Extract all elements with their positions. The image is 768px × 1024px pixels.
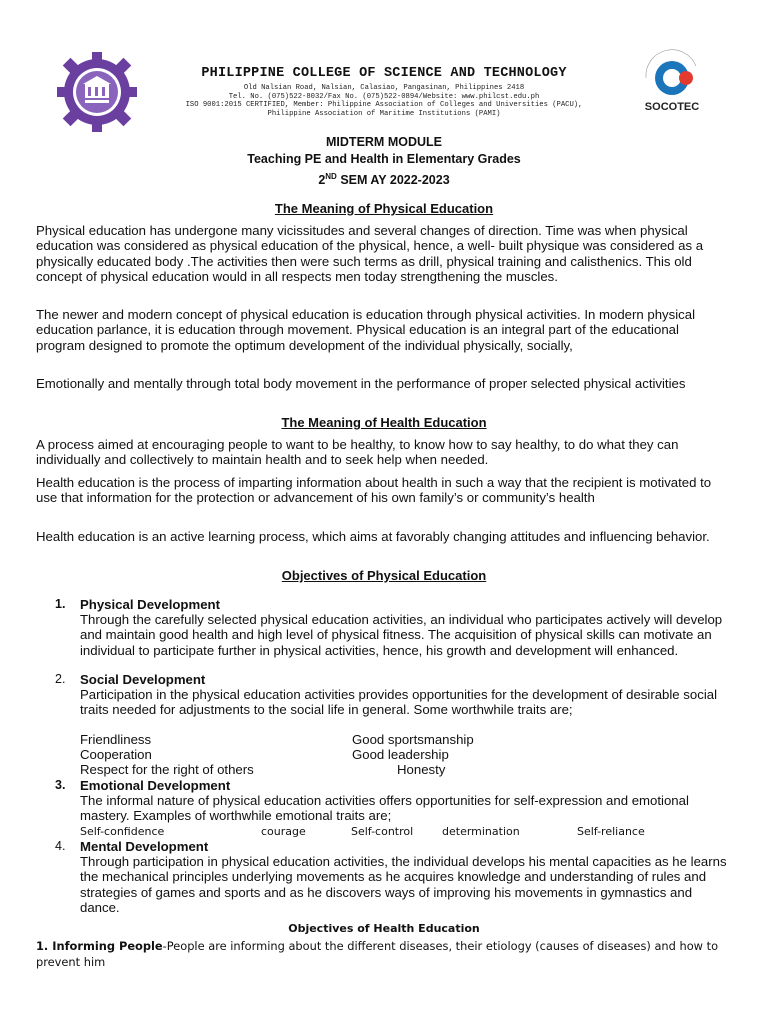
semester-line: 2ND SEM AY 2022-2023	[318, 172, 450, 188]
social-trait: Respect for the right of others	[80, 762, 254, 777]
course-title: Teaching PE and Health in Elementary Grades	[247, 152, 521, 166]
objective-physical	[80, 597, 730, 658]
emotional-trait: Self-confidence	[80, 825, 165, 838]
socotec-logo	[626, 44, 718, 120]
emotional-trait: Self-reliance	[577, 825, 645, 838]
module-label: MIDTERM MODULE	[326, 135, 442, 149]
header-block	[138, 66, 630, 118]
objective-emotional	[80, 778, 730, 824]
objective-number: 2.	[55, 672, 66, 686]
health-objectives-heading: Objectives of Health Education	[288, 922, 480, 935]
social-traits-row	[80, 747, 730, 762]
pe-meaning-paragraph-3: Emotionally and mentally through total body movement in the performance of proper selected physical activities	[36, 376, 686, 391]
emotional-trait: determination	[442, 825, 520, 838]
emotional-traits-row	[80, 824, 730, 838]
social-traits-row	[80, 732, 730, 747]
health-meaning-paragraph-2: Health education is the process of imparting information about health in such a way that the recipient is motivated to use that information for the protection or advancement of his own family’s or community’s health	[36, 475, 712, 506]
emotional-trait: Self-control	[351, 825, 414, 838]
emotional-trait: courage	[261, 825, 306, 838]
social-trait: Cooperation	[80, 747, 152, 762]
social-trait: Good sportsmanship	[352, 732, 474, 747]
objective-number: 4.	[55, 839, 66, 853]
module-title-block	[0, 134, 768, 189]
objective-title: Mental Development	[80, 839, 209, 854]
college-contact: Tel. No. (075)522-8032/Fax No. (075)522-0894/Website: www.philcst.edu.ph	[228, 92, 540, 101]
social-traits-row	[80, 762, 730, 777]
social-trait: Honesty	[397, 762, 446, 777]
health-objective-1-body: -People are informing about the different diseases, their etiology (causes of diseases) and how to prevent him	[36, 939, 719, 969]
pe-meaning-paragraph-1: Physical education has undergone many vicissitudes and several changes of direction. Time was when physical education was considered as physical education of the physical, hence, a well- built physique was considered as a physically educated body .The activities then were such terms as drill, physical training and calisthenics. This old concept of physical education would in all respects men today strengthening the muscles.	[36, 223, 704, 285]
college-certification: ISO 9001:2015 CERTIFIED, Member: Philippine Association of Colleges and Universities (PACU),	[185, 101, 583, 110]
social-trait: Good leadership	[352, 747, 449, 762]
pe-meaning-heading: The Meaning of Physical Education	[274, 201, 494, 216]
health-meaning-paragraph-3: Health education is an active learning process, which aims at favorably changing attitudes and influencing behavior.	[36, 529, 710, 544]
college-membership: Philippine Association of Maritime Institutions (PAMI)	[267, 109, 501, 118]
objective-title: Emotional Development	[80, 778, 231, 793]
objective-mental	[80, 839, 730, 915]
pe-objectives-heading: Objectives of Physical Education	[281, 568, 487, 583]
objective-number: 3.	[55, 778, 66, 792]
objective-title: Social Development	[80, 672, 206, 687]
college-seal-logo	[55, 50, 139, 134]
social-trait: Friendliness	[80, 732, 152, 747]
socotec-text: SOCOTEC	[644, 101, 700, 113]
health-meaning-paragraph-1: A process aimed at encouraging people to want to be healthy, to know how to say healthy, to do what they can individually and collectively to maintain health and to seek help when needed.	[36, 437, 679, 468]
objective-body: Through participation in physical education activities, the individual develops his mental capacities as he learns the mechanical principles underlying movements as he acquires knowledge and understanding of rules and strategies of games and sports and as he discovers ways of improving his movements in gymnastics and dance.	[80, 854, 727, 915]
health-meaning-heading: The Meaning of Health Education	[281, 415, 487, 430]
objective-body: Participation in the physical education activities provides opportunities for the development of desirable social traits needed for adjustments to the social life in general. Some worthwhile traits are;	[80, 687, 718, 718]
objective-number: 1.	[55, 597, 66, 611]
health-objective-1-title: 1. Informing People	[36, 939, 163, 953]
college-name: PHILIPPINE COLLEGE OF SCIENCE AND TECHNOLOGY	[201, 66, 567, 81]
objective-social	[80, 672, 730, 718]
objective-title: Physical Development	[80, 597, 220, 612]
college-address: Old Nalsian Road, Nalsian, Calasiao, Pangasinan, Philippines 2418	[243, 84, 525, 92]
objective-body: Through the carefully selected physical education activities, an individual who participates actively will develop and maintain good health and high level of physical fitness. The acquisition of physical skills can motivate an individual to participate further in physical activities, hence, his growth and development will enhanced.	[80, 612, 723, 658]
objective-body: The informal nature of physical education activities offers opportunities for self-expression and emotional mastery. Examples of worthwhile emotional traits are;	[80, 793, 689, 824]
pe-meaning-paragraph-2: The newer and modern concept of physical education is education through physical activities. In modern physical education parlance, it is education through movement. Physical education is an integral part of the educational program designed to promote the optimum development of the individual physically, socially,	[36, 307, 696, 353]
health-objective-1	[36, 938, 726, 970]
